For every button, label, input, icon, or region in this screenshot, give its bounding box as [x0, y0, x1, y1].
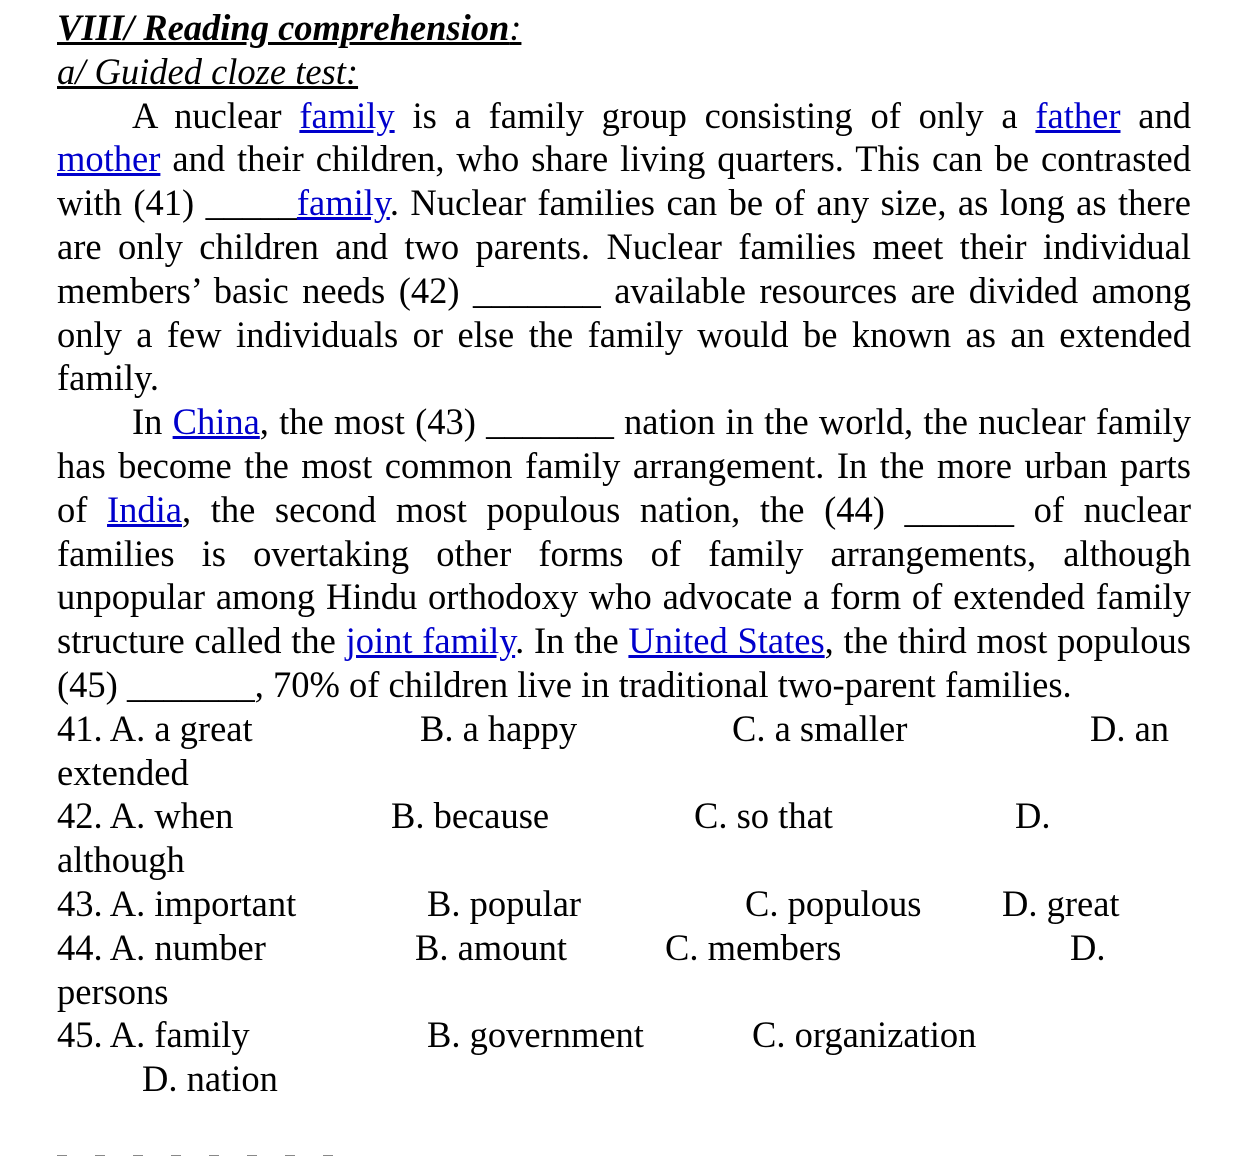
section-title: VIII/ Reading comprehension:: [57, 7, 522, 48]
option-43-c: C. populous: [745, 882, 922, 924]
link-mother[interactable]: mother: [57, 138, 161, 180]
blank-44: ______: [904, 488, 1014, 530]
blank-41: _____: [205, 182, 297, 224]
option-44-a: 44. A. number: [57, 926, 266, 968]
option-41-c: C. a smaller: [732, 707, 908, 749]
section-subtitle: a/ Guided cloze test:: [57, 50, 359, 92]
link-united-states[interactable]: United States: [628, 620, 825, 662]
question-45-wrap: [57, 1057, 1191, 1101]
blank-43: _______: [486, 401, 614, 443]
option-43-a: 43. A. important: [57, 882, 297, 924]
link-china[interactable]: China: [172, 401, 260, 443]
question-43: [57, 882, 1191, 926]
question-41-wrap: extended: [57, 751, 189, 793]
question-45: [57, 1013, 1191, 1057]
option-41-a: 41. A. a great: [57, 707, 253, 749]
passage-paragraph-2: In China, the most (43) _______ nation in the world, the nuclear family has become the most common family arrangement. In the more urban parts of India, the second most populous nation, the (44) ______ of nuclear families is overtaking other forms of family arrangements, although unpopular among Hindu orthodoxy who advocate a form of extended family structure called the joint family. In the United States, the third most populous (45) _______, 70% of children live in traditional two-parent families.: [57, 401, 1192, 705]
blank-45: _______: [126, 663, 255, 705]
link-family[interactable]: family: [299, 94, 395, 136]
question-42: [57, 794, 1191, 838]
link-india[interactable]: India: [107, 488, 183, 530]
question-44-wrap: persons: [57, 970, 169, 1012]
question-41: [57, 707, 1191, 751]
option-42-a: 42. A. when: [57, 795, 234, 837]
option-44-b: B. amount: [415, 926, 568, 968]
question-42-wrap: although: [57, 839, 185, 881]
option-42-c: C. so that: [694, 795, 833, 837]
passage-paragraph-1: A nuclear family is a family group consisting of only a father and mother and their children, who share living quarters. This can be contrasted with (41) _____family. Nuclear families can be of any size, as long as there are only children and two parents. Nuclear families meet their individual members’ basic needs (42) _______ available resources are divided among only a few individuals or else the family would be known as an extended family.: [57, 94, 1192, 399]
option-44-d: D.: [1070, 926, 1106, 968]
blank-42: _______: [473, 269, 601, 311]
option-43-d: D. great: [1002, 882, 1120, 924]
option-45-a: 45. A. family: [57, 1014, 250, 1056]
option-42-d: D.: [1015, 795, 1051, 837]
option-45-d: D. nation: [142, 1058, 278, 1100]
option-42-b: B. because: [391, 795, 550, 837]
option-41-b: B. a happy: [420, 707, 578, 749]
option-45-c: C. organization: [752, 1014, 977, 1056]
document-page: [57, 6, 1191, 1101]
option-41-d: D. an: [1090, 707, 1170, 749]
section-heading: [57, 6, 1191, 50]
option-44-c: C. members: [665, 926, 842, 968]
option-45-b: B. government: [427, 1014, 644, 1056]
link-extended-family[interactable]: family: [296, 182, 390, 224]
link-father[interactable]: father: [1035, 94, 1121, 136]
link-joint-family[interactable]: joint family: [345, 620, 516, 662]
option-43-b: B. popular: [427, 882, 582, 924]
clipped-next-line: [57, 1150, 377, 1156]
question-44: [57, 926, 1191, 970]
